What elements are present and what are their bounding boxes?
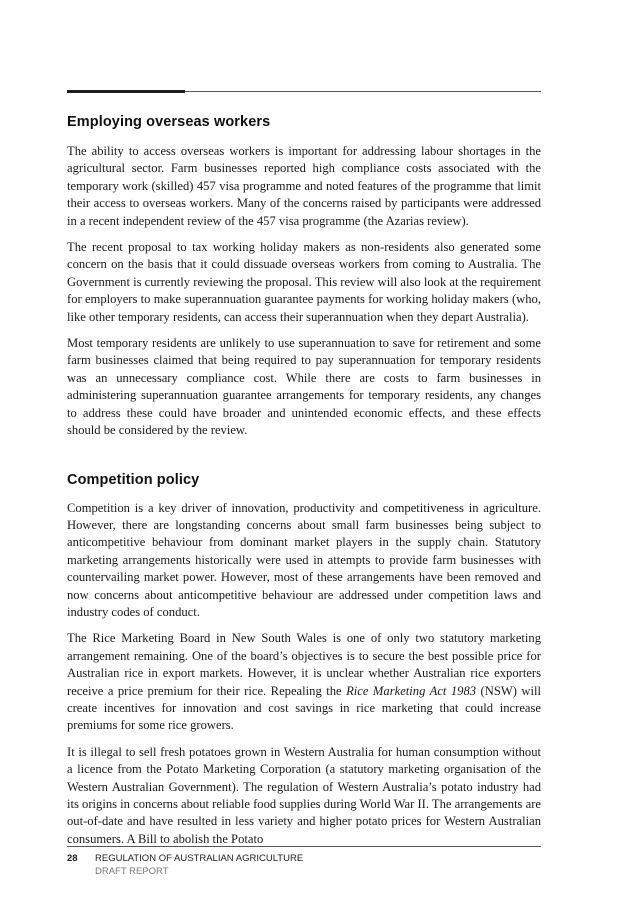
paragraph-text: The Rice Marketing Board in New South Wales is one of only two statutory marketing arrangement remaining. One of the board’s objectives is to secure the best possible price for Australian rice in export markets. However, it is unclear whether Australian rice exporters receive a price premium for their rice. Repealing the xyxy=(67,631,541,698)
page-number: 28 xyxy=(67,853,78,864)
paragraph xyxy=(67,630,541,734)
page-body xyxy=(67,114,541,857)
paragraph: Competition is a key driver of innovation, productivity and competitiveness in agriculture. However, there are longstanding concerns about small farm businesses being subject to anticompetitive behaviour from dominant market players in the supply chain. Statutory marketing arrangements historically were used in attempts to provide farm businesses with countervailing market power. However, most of these arrangements have been removed and now concerns about anticompetitive behaviour are addressed under competition laws and industry codes of conduct. xyxy=(67,500,541,619)
paragraph: Most temporary residents are unlikely to use superannuation to save for retirement and some farm businesses claimed that being required to pay superannuation for temporary residents was an unnecessary compliance cost. While there are costs to farm businesses in administering superannuation guarantee arrangements for temporary residents, any changes to address these could have broader and unintended economic effects, and these effects should be considered by the review. xyxy=(67,336,541,438)
section-heading-competition-policy: Competition policy xyxy=(67,471,200,488)
paragraph: It is illegal to sell fresh potatoes grown in Western Australia for human consumption without a licence from the Potato Marketing Corporation (a statutory marketing organisation of the Western Australian Government). The regulation of Western Australia’s potato industry had its origins in concerns about reliable food supplies during World War II. The arrangements are out-of-date and have resulted in less variety and higher potato prices for Western Australian consumers. A Bill to abolish the Potato xyxy=(67,744,541,846)
paragraph-text: (NSW) will create incentives for innovation and cost savings in rice marketing that could increase premiums for some rice growers. xyxy=(67,683,541,733)
paragraph: The ability to access overseas workers is important for addressing labour shortages in the agricultural sector. Farm businesses reported high compliance costs associated with the temporary work (skilled) 457 visa programme and noted features of the programme that limit their access to overseas workers. Many of the concerns raised by participants were addressed in a recent independent review of the 457 visa programme (the Azarias review). xyxy=(67,144,541,228)
paragraph: The recent proposal to tax working holiday makers as non-residents also generated some concern on the basis that it could dissuade overseas workers from coming to Australia. The Government is currently reviewing the proposal. This review will also look at the requirement for employers to make superannuation guarantee payments for working holiday makers (who, like other temporary residents, can access their superannuation when they depart Australia). xyxy=(67,240,542,324)
footer-rule xyxy=(67,846,541,847)
header-rule-accent xyxy=(67,90,185,93)
section-heading-overseas-workers: Employing overseas workers xyxy=(67,114,271,130)
report-title: REGULATION OF AUSTRALIAN AGRICULTURE xyxy=(95,853,304,864)
act-title: Rice Marketing Act 1983 xyxy=(346,683,477,698)
report-subtitle: DRAFT REPORT xyxy=(95,866,169,877)
